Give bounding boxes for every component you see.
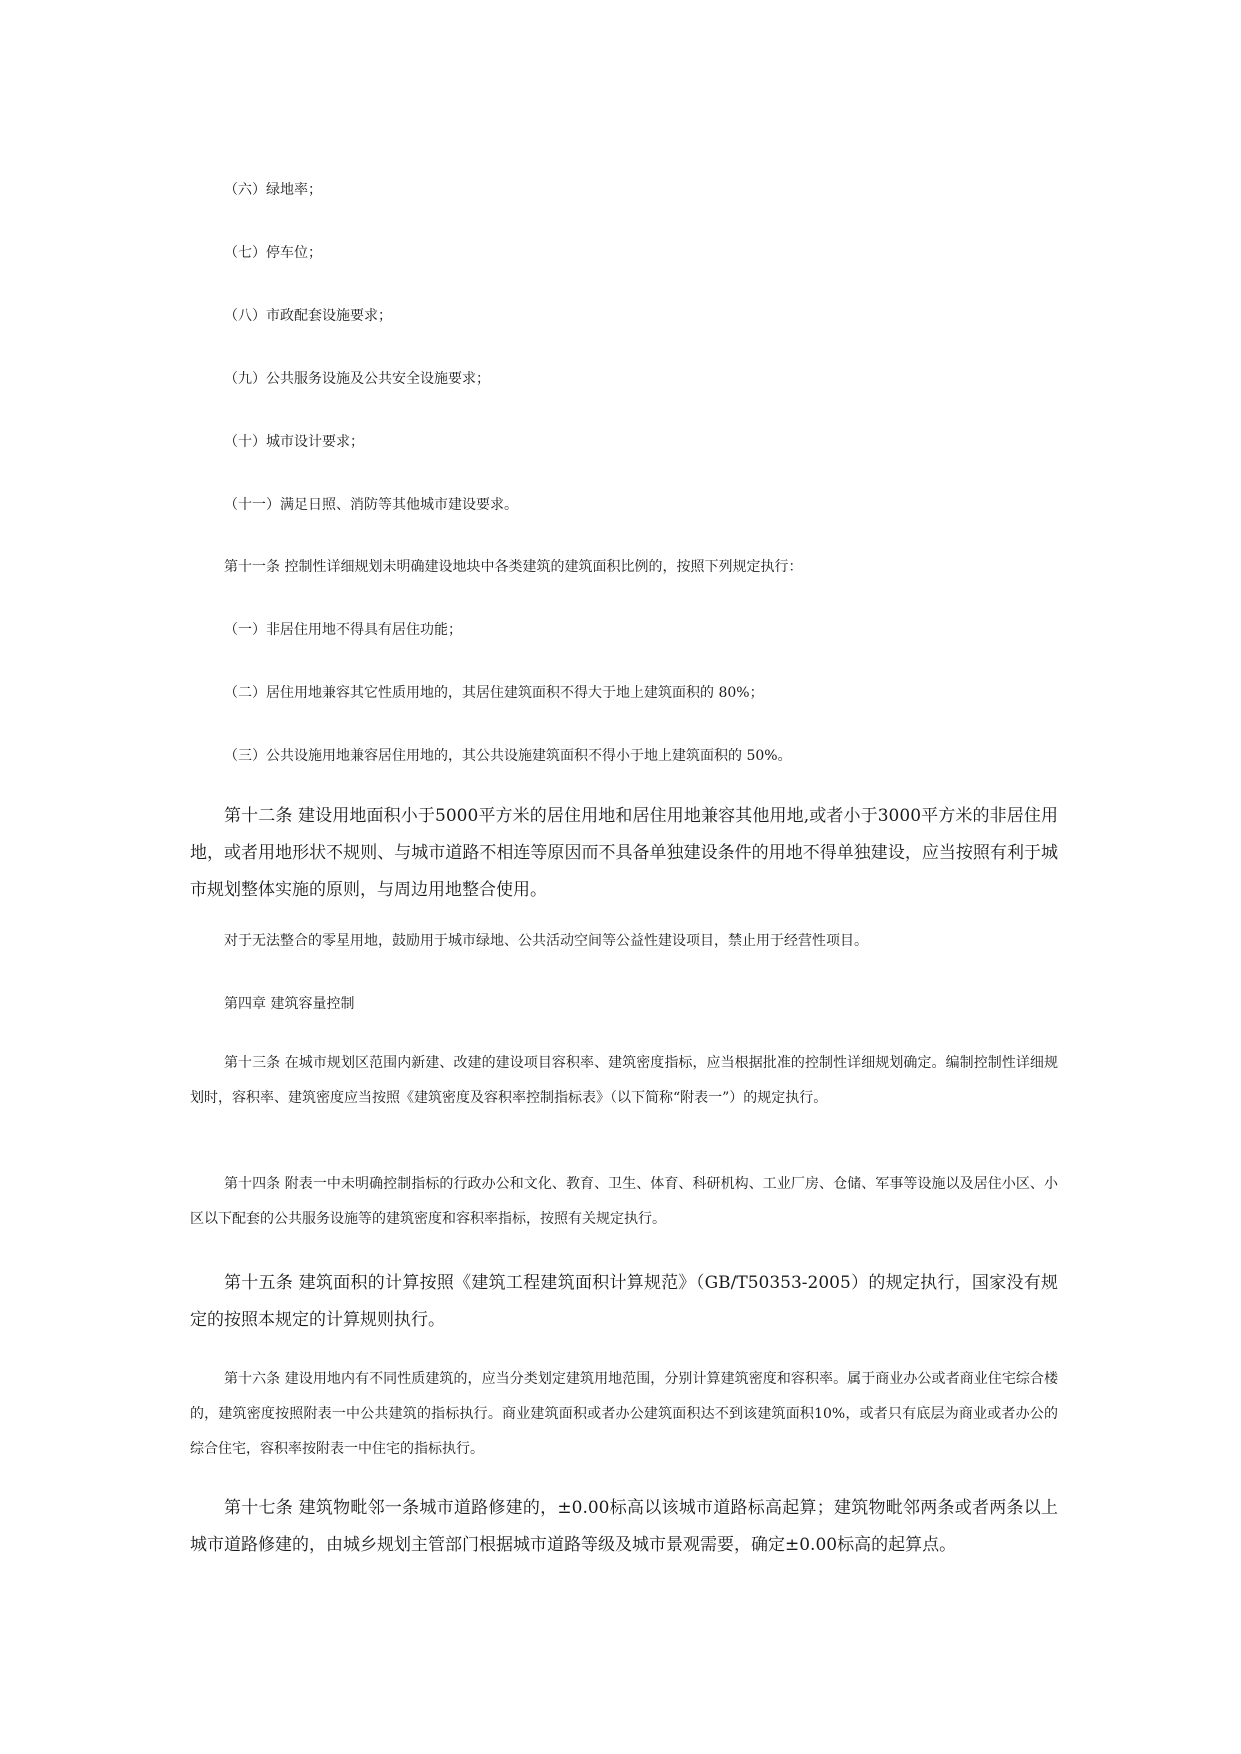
article-16: 第十六条 建设用地内有不同性质建筑的，应当分类划定建筑用地范围，分别计算建筑密度和容积率。属于商业办公或者商业住宅综合楼的，建筑密度按照附表一中公共建筑的指标执行。商业建筑面积或者办公建筑面积达不到该建筑面积10%，或者只有底层为商业或者办公的综合住宅，容积率按附表一中住宅的指标执行。 bbox=[190, 1371, 1058, 1457]
list-item-7: （七）停车位； bbox=[224, 245, 322, 261]
article-17: 第十七条 建筑物毗邻一条城市道路修建的，±0.00标高以该城市道路标高起算；建筑物毗邻两条或者两条以上城市道路修建的，由城乡规划主管部门根据城市道路等级及城市景观需要，确定±0.00标高的起算点。 bbox=[190, 1498, 1058, 1555]
list-item-9: （九）公共服务设施及公共安全设施要求； bbox=[224, 371, 490, 387]
article-11: 第十一条 控制性详细规划未明确建设地块中各类建筑的建筑面积比例的，按照下列规定执行： bbox=[224, 559, 803, 575]
list-item-a11-2: （二）居住用地兼容其它性质用地的，其居住建筑面积不得大于地上建筑面积的 80%； bbox=[224, 685, 764, 701]
article-15: 第十五条 建筑面积的计算按照《建筑工程建筑面积计算规范》（GB/T50353-2005）的规定执行，国家没有规定的按照本规定的计算规则执行。 bbox=[190, 1273, 1058, 1330]
article-12-note: 对于无法整合的零星用地，鼓励用于城市绿地、公共活动空间等公益性建设项目，禁止用于经营性项目。 bbox=[224, 933, 868, 949]
list-item-a11-3: （三）公共设施用地兼容居住用地的，其公共设施建筑面积不得小于地上建筑面积的 50%。 bbox=[224, 748, 792, 764]
article-14: 第十四条 附表一中未明确控制指标的行政办公和文化、教育、卫生、体育、科研机构、工业厂房、仓储、军事等设施以及居住小区、小区以下配套的公共服务设施等的建筑密度和容积率指标，按照有关规定执行。 bbox=[190, 1176, 1058, 1227]
list-item-a11-1: （一）非居住用地不得具有居住功能； bbox=[224, 622, 462, 638]
chapter-heading: 第四章 建筑容量控制 bbox=[224, 996, 355, 1012]
article-13: 第十三条 在城市规划区范围内新建、改建的建设项目容积率、建筑密度指标，应当根据批准的控制性详细规划确定。编制控制性详细规划时，容积率、建筑密度应当按照《建筑密度及容积率控制指标表》（以下简称“附表一”）的规定执行。 bbox=[190, 1055, 1058, 1106]
list-item-11: （十一）满足日照、消防等其他城市建设要求。 bbox=[224, 497, 518, 513]
list-item-10: （十）城市设计要求； bbox=[224, 434, 364, 450]
list-item-8: （八）市政配套设施要求； bbox=[224, 308, 392, 324]
article-12: 第十二条 建设用地面积小于5000平方米的居住用地和居住用地兼容其他用地,或者小于3000平方米的非居住用地，或者用地形状不规则、与城市道路不相连等原因而不具备单独建设条件的用地不得单独建设，应当按照有利于城市规划整体实施的原则，与周边用地整合使用。 bbox=[190, 806, 1058, 900]
list-item-6: （六）绿地率； bbox=[224, 182, 322, 198]
